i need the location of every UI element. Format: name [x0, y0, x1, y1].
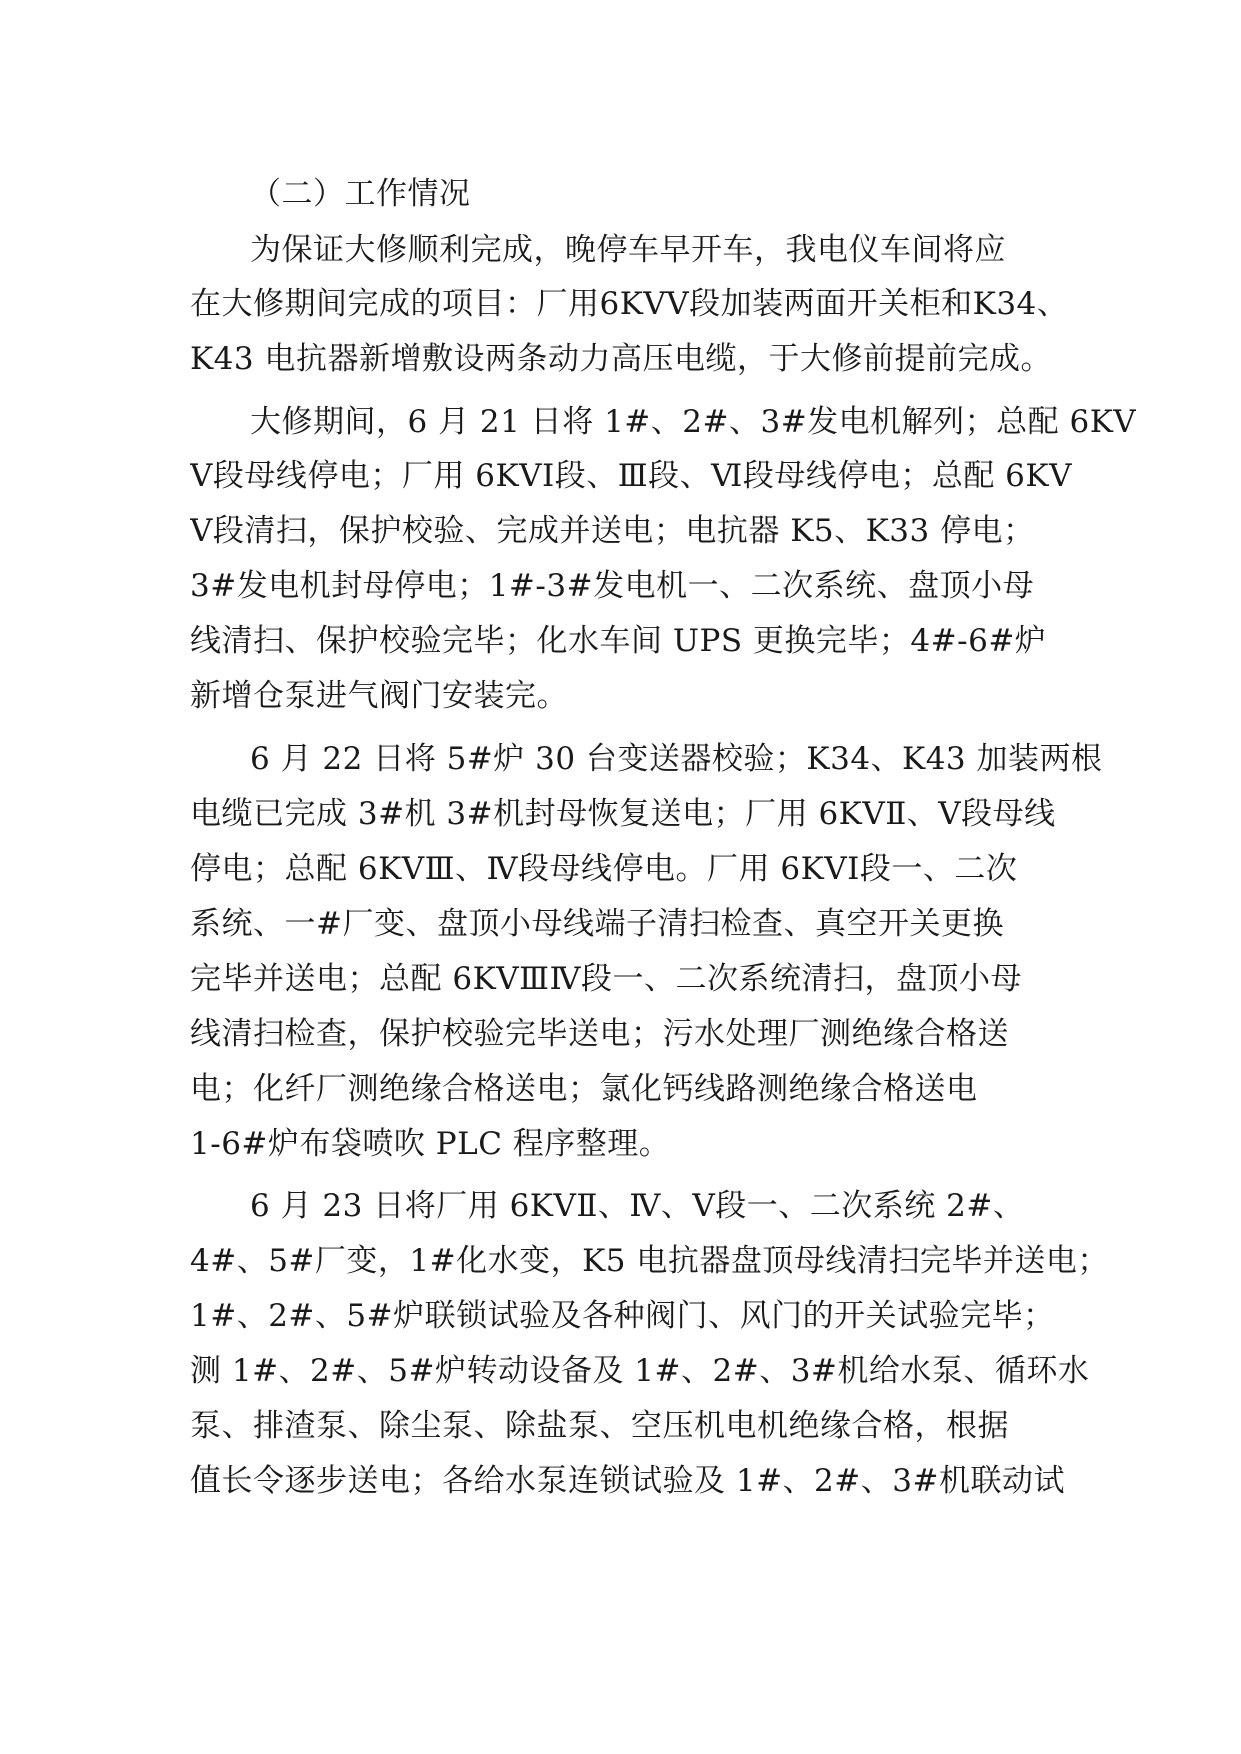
- paragraph-line: 4#、5#厂变，1#化水变，K5 电抗器盘顶母线清扫完毕并送电；: [190, 1243, 1109, 1279]
- paragraph-line: Ⅴ段母线停电；厂用 6KVⅠ段、Ⅲ段、Ⅵ段母线停电；总配 6KV: [190, 458, 1072, 494]
- paragraph-line: 在大修期间完成的项目：厂用6KVⅤ段加装两面开关柜和K34、: [190, 286, 1069, 322]
- paragraph-line: 泵、排渣泵、除尘泵、除盐泵、空压机电机绝缘合格，根据: [190, 1408, 1009, 1444]
- paragraph-line: 3#发电机封母停电；1#-3#发电机一、二次系统、盘顶小母: [190, 568, 1035, 604]
- paragraph-line: 1#、2#、5#炉联锁试验及各种阀门、风门的开关试验完毕；: [190, 1298, 1055, 1334]
- paragraph-line: 1-6#炉布袋喷吹 PLC 程序整理。: [190, 1126, 671, 1162]
- paragraph-line: 线清扫、保护校验完毕；化水车间 UPS 更换完毕；4#-6#炉: [190, 623, 1047, 659]
- paragraph-line: Ⅴ段清扫，保护校验、完成并送电；电抗器 K5、K33 停电；: [190, 513, 1035, 549]
- paragraph-line: 为保证大修顺利完成，晚停车早开车，我电仪车间将应: [250, 232, 1006, 268]
- paragraph-line: 完毕并送电；总配 6KVⅢⅣ段一、二次系统清扫，盘顶小母: [190, 961, 1022, 997]
- paragraph-line: 停电；总配 6KVⅢ、Ⅳ段母线停电。厂用 6KVⅠ段一、二次: [190, 851, 1018, 887]
- paragraph-line: 6 月 22 日将 5#炉 30 台变送器校验；K34、K43 加装两根: [250, 741, 1103, 777]
- paragraph-line: 电缆已完成 3#机 3#机封母恢复送电；厂用 6KVⅡ、Ⅴ段母线: [190, 796, 1056, 832]
- paragraph-line: 值长令逐步送电；各给水泵连锁试验及 1#、2#、3#机联动试: [190, 1463, 1065, 1499]
- paragraph-line: 测 1#、2#、5#炉转动设备及 1#、2#、3#机给水泵、循环水: [190, 1353, 1090, 1389]
- paragraph-line: 线清扫检查，保护校验完毕送电；污水处理厂测绝缘合格送: [190, 1016, 1009, 1052]
- section-heading: （二）工作情况: [250, 176, 471, 212]
- paragraph-line: 电；化纤厂测绝缘合格送电；氯化钙线路测绝缘合格送电: [190, 1071, 978, 1107]
- paragraph-line: 6 月 23 日将厂用 6KVⅡ、Ⅳ、Ⅴ段一、二次系统 2#、: [250, 1188, 1025, 1224]
- paragraph-line: 新增仓泵进气阀门安装完。: [190, 678, 568, 714]
- paragraph-line: K43 电抗器新增敷设两条动力高压电缆，于大修前提前完成。: [190, 341, 1052, 377]
- paragraph-line: 系统、一#厂变、盘顶小母线端子清扫检查、真空开关更换: [190, 906, 1004, 942]
- paragraph-line: 大修期间，6 月 21 日将 1#、2#、3#发电机解列；总配 6KV: [250, 404, 1137, 440]
